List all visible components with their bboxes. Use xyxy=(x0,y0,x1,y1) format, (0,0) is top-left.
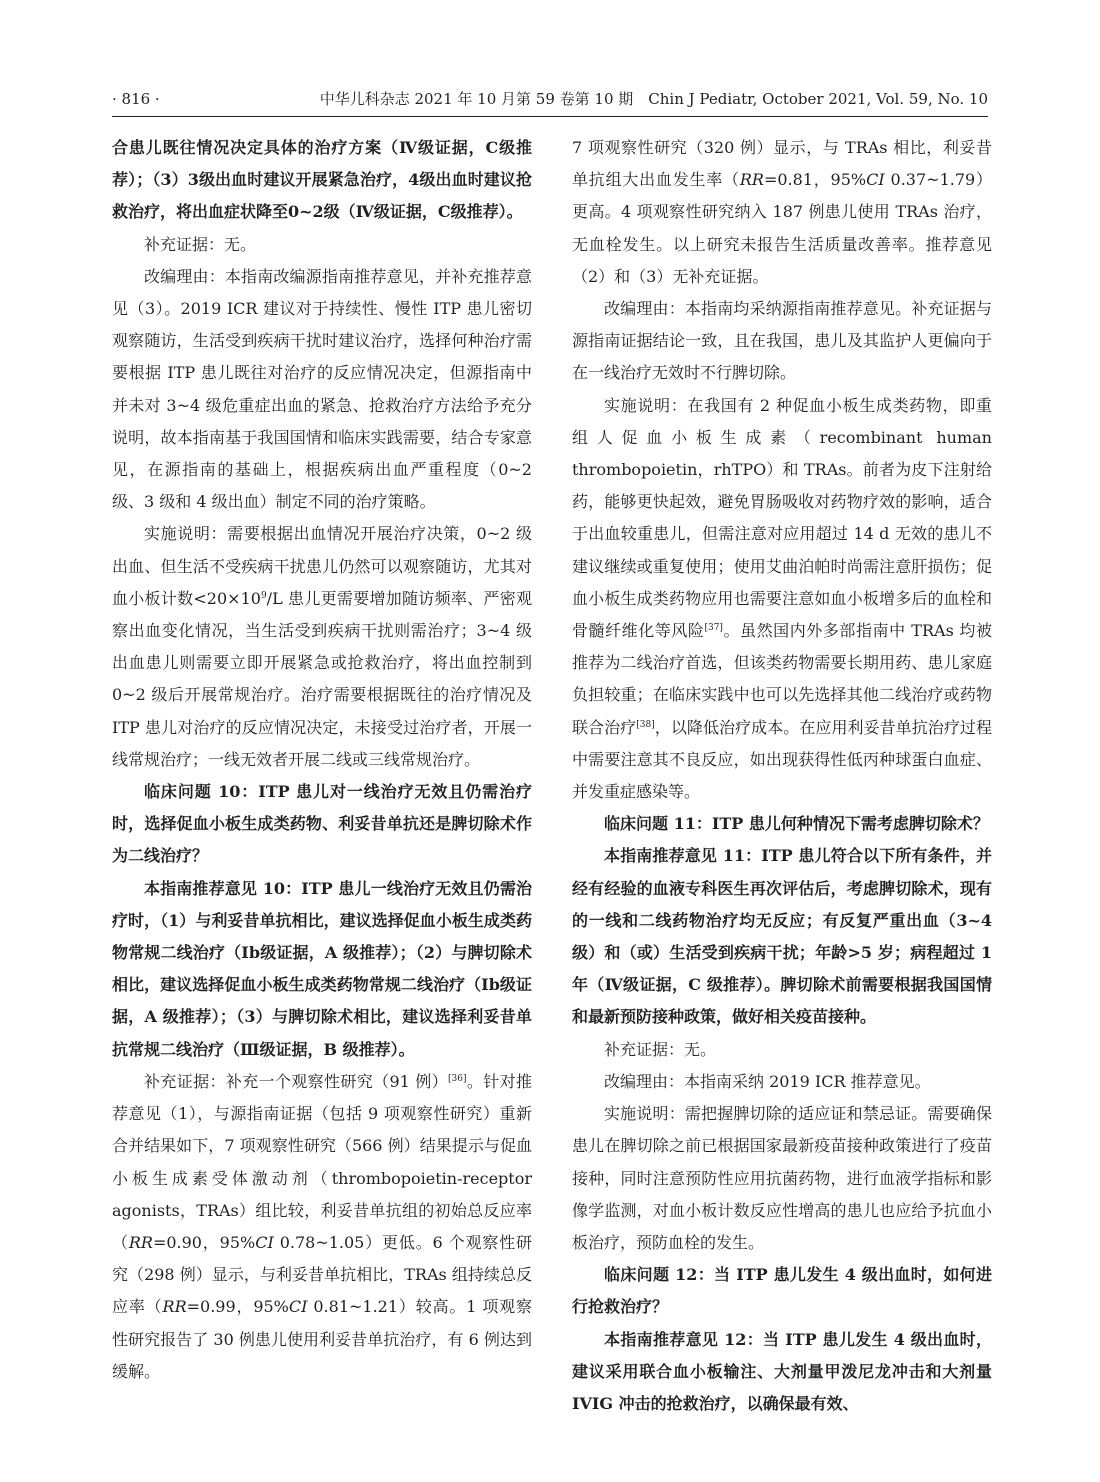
recommendation-12: 本指南推荐意见 12：当 ITP 患儿发生 4 级出血时，建议采用联合血小板输注、大剂量甲泼尼龙冲击和大剂量 IVIG 冲击的抢救治疗，以确保最有效、 xyxy=(572,1329,992,1413)
citation-36: [36] xyxy=(448,1073,467,1084)
clinical-question-12: 临床问题 12：当 ITP 患儿发生 4 级出血时，如何进行抢救治疗？ xyxy=(572,1265,992,1317)
citation-38: [38] xyxy=(636,719,655,730)
clinical-question-10: 临床问题 10：ITP 患儿对一线治疗无效且仍需治疗时，选择促血小板生成类药物、利妥昔单抗还是脾切除术作为二线治疗？ xyxy=(112,782,532,866)
right-column xyxy=(572,132,992,1420)
implementation-notes-9: 实施说明：需要根据出血情况开展治疗决策，0~2 级出血、但生活不受疾病干扰患儿仍然可以观察随访，尤其对血小板计数$<20\times 10^9/L$ 患儿更需要增加随访频率、严密观察出血变化情况，当生活受到疾病干扰则需治疗；3~4 级出血患儿则需要立即开展紧急或抢救治疗，将出血控制到 0~2 级后开展常规治疗。治疗需要根据既往的治疗情况及 ITP 患儿对治疗的反应情况决定，未接受过治疗者，开展一线常规治疗；一线无效者开展二线或三线常规治疗。 xyxy=(112,524,532,769)
adaptation-reason-11: 改编理由：本指南采纳 2019 ICR 推荐意见。 xyxy=(604,1071,931,1091)
supplementary-evidence-9: 补充证据：无。 xyxy=(144,234,257,254)
recommendation-11: 本指南推荐意见 11：ITP 患儿符合以下所有条件，并经有经验的血液专科医生再次评估后，考虑脾切除术，现有的一线和二线药物治疗均无反应；有反复严重出血（3~4 级）和（或）生活受到疾病干扰；年龄>5 岁；病程超过 1 年（Ⅳ级证据，C 级推荐）。脾切除术前需要根据我国国情和最新预防接种政策，做好相关疫苗接种。 xyxy=(572,846,992,1027)
supplementary-evidence-11: 补充证据：无。 xyxy=(604,1039,717,1059)
recommendation-9-continued: 合患儿既往情况决定具体的治疗方案（Ⅳ级证据，C级推荐）；（3）3级出血时建议开展紧急治疗，4级出血时建议抢救治疗，将出血症状降至0~2级（Ⅳ级证据，C级推荐）。 xyxy=(112,138,532,222)
running-header xyxy=(112,84,988,114)
page-number: · 816 · xyxy=(112,90,160,108)
journal-citation: 中华儿科杂志 2021 年 10 月第 59 卷第 10 期 Chin J Pediatr, October 2021, Vol. 59, No. 10 xyxy=(319,90,988,108)
header-rule xyxy=(112,116,988,117)
citation-37: [37] xyxy=(704,623,723,634)
supplementary-evidence-10-continued: 7 项观察性研究（320 例）显示，与 TRAs 相比，利妥昔单抗组大出血发生率（RR=0.81，95%CI 0.37~1.79）更高。4 项观察性研究纳入 187 例患儿使用 TRAs 治疗，无血栓发生。以上研究未报告生活质量改善率。推荐意见（2）和（3）无补充证据。 xyxy=(572,138,992,286)
adaptation-reason-9: 改编理由：本指南改编源指南推荐意见，并补充推荐意见（3）。2019 ICR 建议对于持续性、慢性 ITP 患儿密切观察随访，生活受到疾病干扰时建议治疗，选择何种治疗需要根据 ITP 患儿既往对治疗的反应情况决定，但源指南中并未对 3~4 级危重症出血的紧急、抢救治疗方法给予充分说明，故本指南基于我国国情和临床实践需要，结合专家意见，在源指南的基础上，根据疾病出血严重程度（0~2 级、3 级和 4 级出血）制定不同的治疗策略。 xyxy=(112,266,532,512)
implementation-notes-10: 实施说明：在我国有 2 种促血小板生成类药物，即重组人促血小板生成素（recombinant human thrombopoietin，rhTPO）和 TRAs。前者为皮下注射给药，能够更快起效，避免胃肠吸收对药物疗效的影响，适合于出血较重患儿，但需注意对应用超过 14 d 无效的患儿不建议继续或重复使用；使用艾曲泊帕时尚需注意肝损伤；促血小板生成类药物应用也需要注意如血小板增多后的血栓和骨髓纤维化等风险[37]。虽然国内外多部指南中 TRAs 均被推荐为二线治疗首选，但该类药物需要长期用药、患儿家庭负担较重；在临床实践中也可以先选择其他二线治疗或药物联合治疗[38]，以降低治疗成本。在应用利妥昔单抗治疗过程中需要注意其不良反应，如出现获得性低丙种球蛋白血症、并发重症感染等。 xyxy=(572,395,992,802)
clinical-question-11: 临床问题 11：ITP 患儿何种情况下需考虑脾切除术？ xyxy=(604,814,989,834)
supplementary-evidence-10: 补充证据：补充一个观察性研究（91 例）[36]。针对推荐意见（1），与源指南证据（包括 9 项观察性研究）重新合并结果如下，7 项观察性研究（566 例）结果提示与促血小板生成素受体激动剂（thrombopoietin-receptor agonists，TRAs）组比较，利妥昔单抗组的初始总反应率（RR=0.90，95%CI 0.78~1.05）更低。6 个观察性研究（298 例）显示，与利妥昔单抗相比，TRAs 组持续总反应率（RR=0.99，95%CI 0.81~1.21）较高。1 项观察性研究报告了 30 例患儿使用利妥昔单抗治疗，有 6 例达到缓解。 xyxy=(112,1071,532,1381)
left-column xyxy=(112,132,532,1388)
implementation-notes-11: 实施说明：需把握脾切除的适应证和禁忌证。需要确保患儿在脾切除之前已根据国家最新疫苗接种政策进行了疫苗接种，同时注意预防性应用抗菌药物，进行血液学指标和影像学监测，对血小板计数反应性增高的患儿也应给予抗血小板治疗，预防血栓的发生。 xyxy=(572,1104,992,1252)
recommendation-10: 本指南推荐意见 10：ITP 患儿一线治疗无效且仍需治疗时，（1）与利妥昔单抗相比，建议选择促血小板生成类药物常规二线治疗（Ⅰb级证据，A 级推荐）；（2）与脾切除术相比，建议选择促血小板生成类药物常规二线治疗（Ⅰb级证据，A 级推荐）；（3）与脾切除术相比，建议选择利妥昔单抗常规二线治疗（Ⅲ级证据，B 级推荐）。 xyxy=(112,878,532,1059)
adaptation-reason-10: 改编理由：本指南均采纳源指南推荐意见。补充证据与源指南证据结论一致，且在我国，患儿及其监护人更偏向于在一线治疗无效时不行脾切除。 xyxy=(572,299,992,383)
